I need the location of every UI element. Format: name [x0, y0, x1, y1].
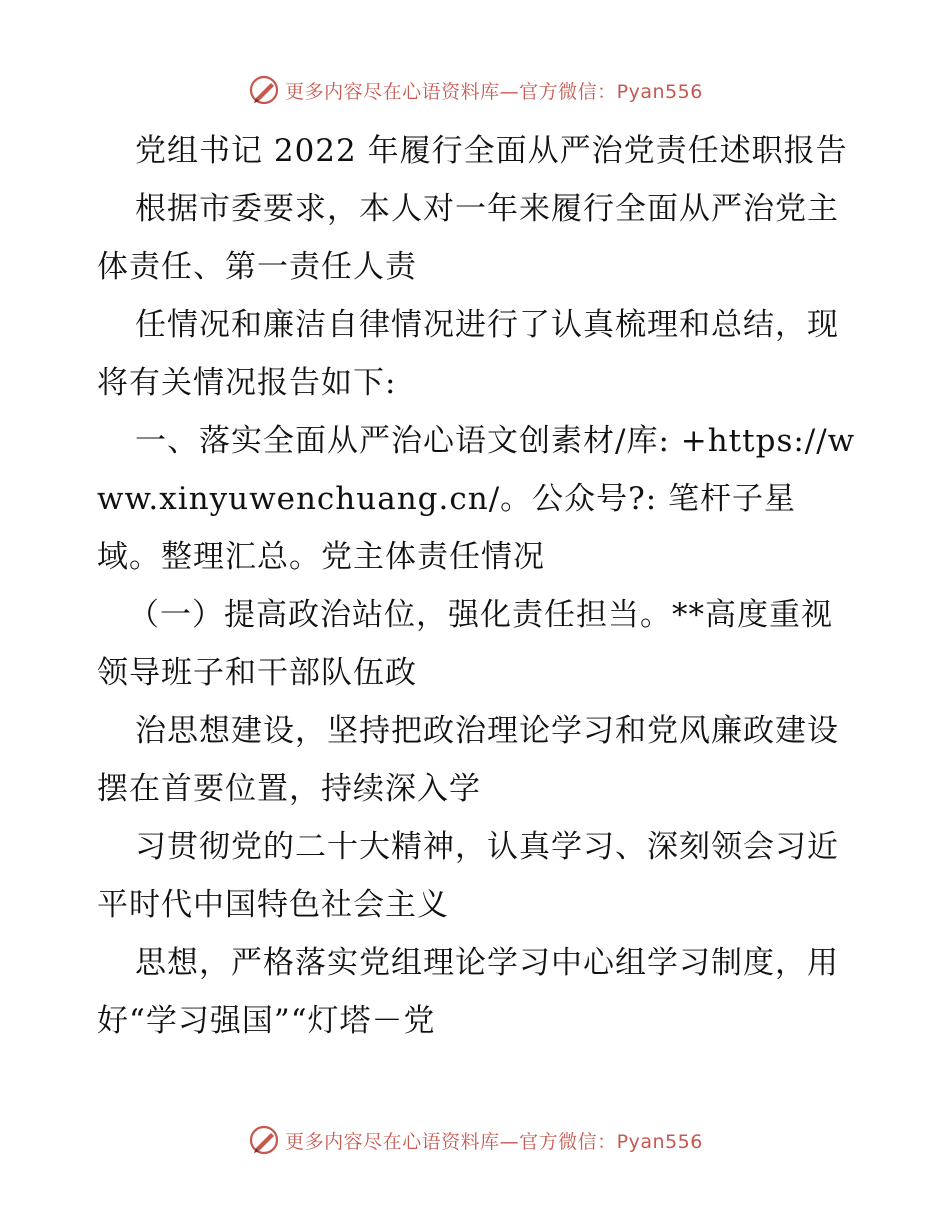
paragraph: 治思想建设，坚持把政治理论学习和党风廉政建设摆在首要位置，持续深入学: [97, 713, 839, 807]
paragraph: 任情况和廉洁自律情况进行了认真梳理和总结，现将有关情况报告如下:: [97, 307, 839, 401]
document-body: [97, 122, 857, 1050]
paragraph: 思想，严格落实党组理论学习中心组学习制度，用好“学习强国”“灯塔－党: [97, 945, 839, 1039]
paragraph: （一）提高政治站位，强化责任担当。**高度重视领导班子和干部队伍政: [97, 597, 833, 691]
paragraph: 习贯彻党的二十大精神，认真学习、深刻领会习近平时代中国特色社会主义: [97, 829, 839, 923]
header-watermark-banner: [0, 70, 950, 110]
document-title: 党组书记 2022 年履行全面从严治党责任述职报告: [135, 133, 848, 169]
pen-logo-icon: [247, 1123, 281, 1157]
paragraph: 根据市委要求，本人对一年来履行全面从严治党主体责任、第一责任人责: [97, 191, 839, 285]
paragraph: 一、落实全面从严治心语文创素材/库: +https://www.xinyuwenchuang.cn/。公众号?: 笔杆子星域。整理汇总。党主体责任情况: [97, 423, 856, 575]
footer-watermark-banner: [0, 1120, 950, 1160]
watermark-text: 更多内容尽在心语资料库—官方微信：Pyan556: [285, 1130, 703, 1153]
watermark-text: 更多内容尽在心语资料库—官方微信：Pyan556: [285, 80, 703, 103]
pen-logo-icon: [247, 73, 281, 107]
